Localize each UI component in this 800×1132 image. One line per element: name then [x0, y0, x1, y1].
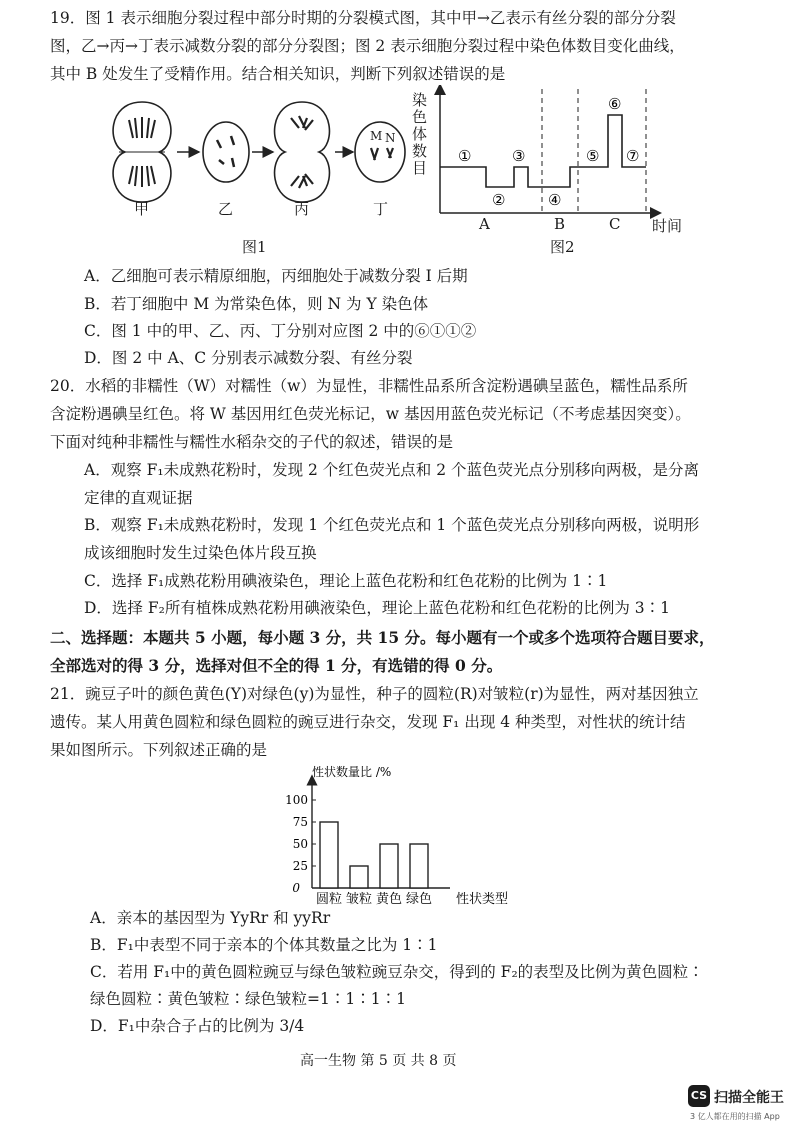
point-2: ② [492, 191, 506, 209]
q19-line-1: 19．图 1 表示细胞分裂过程中部分时期的分裂模式图，其中甲→乙表示有丝分裂的部分分裂 [50, 9, 676, 27]
cell-yi [203, 122, 249, 182]
cell-label-ding: 丁 [373, 200, 389, 218]
segment-b: B [554, 215, 566, 233]
bar-4 [410, 844, 428, 888]
cell-jia [113, 102, 171, 202]
q21-line-3: 果如图所示。下列叙述正确的是 [50, 741, 268, 759]
q21-line-2: 遗传。某人用黄色圆粒和绿色圆粒的豌豆进行杂交，发现 F₁ 出现 4 种类型，对性状的统计结 [50, 713, 686, 731]
q20-line-1: 20．水稻的非糯性（W）对糯性（w）为显性，非糯性品系所含淀粉遇碘呈蓝色，糯性品系所 [50, 377, 688, 395]
category-label-2: 皱粒 [345, 892, 373, 907]
figure-2 [430, 85, 670, 225]
scanner-brand: 扫描全能王 [714, 1090, 784, 1106]
q19-line-2: 图，乙→丙→丁表示减数分裂的部分分裂图；图 2 表示细胞分裂过程中染色体数目变化曲线， [50, 37, 685, 55]
section-2-heading-cont: 全部选对的得 3 分，选择对但不全的得 1 分，有选错的得 0 分。 [50, 656, 503, 675]
cell-bing [275, 102, 330, 202]
trait-ratio-bar-chart [270, 758, 530, 910]
bar-2 [350, 866, 368, 888]
point-5: ⑤ [586, 147, 600, 165]
q20-option-c: C．选择 F₁成熟花粉用碘液染色，理论上蓝色花粉和红色花粉的比例为 1∶1 [84, 572, 608, 590]
y-tick-label: 50 [292, 837, 308, 851]
figure-2-xlabel: 时间 [652, 217, 683, 235]
segment-c: C [609, 215, 621, 233]
q20-line-2: 含淀粉遇碘呈红色。将 W 基因用红色荧光标记，w 基因用蓝色荧光标记（不考虑基因突变）。 [50, 405, 691, 423]
category-label-4: 绿色 [405, 892, 433, 907]
y-tick-label: 25 [292, 859, 308, 873]
point-3: ③ [512, 147, 526, 165]
q21-option-d: D．F₁中杂合子占的比例为 3/4 [90, 1017, 305, 1035]
category-label-1: 圆粒 [315, 892, 343, 907]
figure-1 [95, 90, 435, 260]
q21-option-c-cont: 绿色圆粒∶黄色皱粒∶绿色皱粒=1∶1∶1∶1 [90, 990, 406, 1008]
figure-2-ylabel: 染色体数目 [412, 91, 428, 177]
q20-option-a: A．观察 F₁未成熟花粉时，发现 2 个红色荧光点和 2 个蓝色荧光点分别移向两极，是分离 [84, 461, 700, 479]
figure-1-caption: 图1 [242, 238, 267, 256]
figure-2-caption: 图2 [550, 238, 575, 256]
segment-a: A [479, 215, 490, 233]
y-tick-label: 0 [292, 881, 300, 895]
point-1: ① [458, 147, 472, 165]
q21-option-c: C．若用 F₁中的黄色圆粒豌豆与绿色皱粒豌豆杂交，得到的 F₂的表型及比例为黄色圆粒∶ [90, 963, 704, 981]
q21-line-1: 21．豌豆子叶的颜色黄色(Y)对绿色(y)为显性，种子的圆粒(R)对皱粒(r)为显性，两对基因独立 [50, 685, 699, 703]
page-footer: 高一生物 第 5 页 共 8 页 [300, 1053, 457, 1069]
q19-option-c: C．图 1 中的甲、乙、丙、丁分别对应图 2 中的⑥①①② [84, 322, 477, 340]
q19-option-b: B．若丁细胞中 M 为常染色体，则 N 为 Y 染色体 [84, 295, 429, 313]
q20-option-b: B．观察 F₁未成熟花粉时，发现 1 个红色荧光点和 1 个蓝色荧光点分别移向两极，说明形 [84, 516, 700, 534]
q20-option-a-cont: 定律的直观证据 [84, 489, 193, 507]
y-tick-label: 75 [292, 815, 308, 829]
q19-option-d: D．图 2 中 A、C 分别表示减数分裂、有丝分裂 [84, 349, 413, 367]
bar-3 [380, 844, 398, 888]
ding-letter-m: M [370, 129, 383, 143]
q21-option-a: A．亲本的基因型为 YyRr 和 yyRr [90, 909, 331, 927]
bar-1 [320, 822, 338, 888]
chart-ylabel: 性状数量比 /% [312, 765, 392, 779]
ding-letter-n: N [385, 131, 396, 145]
scanner-tagline: 3 亿人都在用的扫描 App [690, 1112, 780, 1121]
cell-label-bing: 丙 [294, 200, 310, 218]
point-6: ⑥ [608, 95, 622, 113]
q21-option-b: B．F₁中表型不同于亲本的个体其数量之比为 1∶1 [90, 936, 438, 954]
q19-option-a: A．乙细胞可表示精原细胞，丙细胞处于减数分裂 I 后期 [84, 267, 468, 285]
q20-option-b-cont: 成该细胞时发生过染色体片段互换 [84, 544, 317, 562]
q19-line-3: 其中 B 处发生了受精作用。结合相关知识，判断下列叙述错误的是 [50, 65, 506, 83]
category-label-3: 黄色 [375, 892, 403, 907]
point-7: ⑦ [626, 147, 640, 165]
chart-xlabel: 性状类型 [456, 892, 509, 907]
cell-label-yi: 乙 [218, 200, 234, 218]
scanner-badge-icon: CS [688, 1085, 710, 1107]
y-tick-label: 100 [285, 793, 308, 807]
section-2-heading: 二、选择题：本题共 5 小题，每小题 3 分，共 15 分。每小题有一个或多个选项符合题目要求， [50, 628, 715, 647]
point-4: ④ [548, 191, 562, 209]
q20-option-d: D．选择 F₂所有植株成熟花粉用碘液染色，理论上蓝色花粉和红色花粉的比例为 3∶1 [84, 599, 670, 617]
q20-line-3: 下面对纯种非糯性与糯性水稻杂交的子代的叙述，错误的是 [50, 433, 454, 451]
cell-label-jia: 甲 [134, 200, 150, 218]
